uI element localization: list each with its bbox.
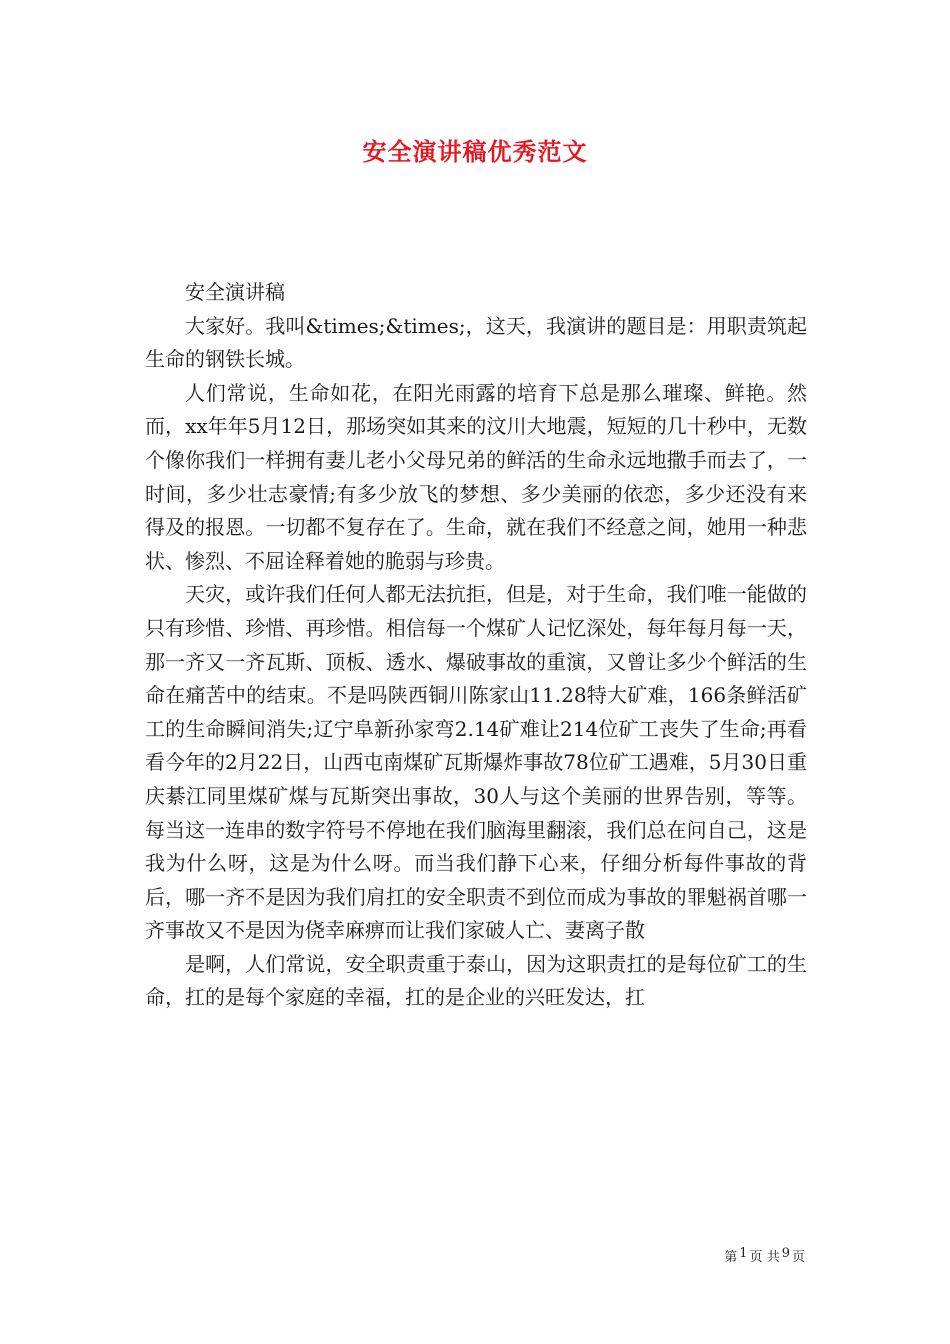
footer-total-pages: 9 [781, 1246, 790, 1261]
paragraph-greeting: 大家好。我叫&times;&times;，这天，我演讲的题目是：用职责筑起生命的钢铁长城。 [145, 313, 807, 372]
paragraph-earthquake: 人们常说，生命如花，在阳光雨露的培育下总是那么璀璨、鲜艳。然而，xx年年5月12日，那场突如其来的汶川大地震，短短的几十秒中，无数个像你我们一样拥有妻儿老小父母兄弟的鲜活的生命永远地撒手而去了，一时间，多少壮志豪情;有多少放飞的梦想、多少美丽的依恋，多少还没有来得及的报恩。一切都不复存在了。生命，就在我们不经意之间，她用一种悲状、惨烈、不屈诠释着她的脆弱与珍贵。 [145, 380, 807, 573]
footer-suffix: 页 [791, 1250, 805, 1265]
paragraph-heading: 安全演讲稿 [185, 280, 285, 304]
footer-current-page: 1 [739, 1246, 748, 1261]
paragraph-responsibility: 是啊，人们常说，安全职责重于泰山，因为这职责扛的是每位矿工的生命，扛的是每个家庭的幸福，扛的是企业的兴旺发达，扛 [145, 951, 807, 1010]
document-body [145, 276, 807, 1015]
document-title: 安全演讲稿优秀范文 [362, 137, 588, 166]
page-footer [724, 1246, 805, 1265]
footer-prefix: 第 [724, 1250, 738, 1265]
paragraph-mine-accidents: 天灾，或许我们任何人都无法抗拒，但是，对于生命，我们唯一能做的只有珍惜、珍惜、再珍惜。相信每一个煤矿人记忆深处，每年每月每一天，那一齐又一齐瓦斯、顶板、透水、爆破事故的重演，又曾让多少个鲜活的生命在痛苦中的结束。不是吗陕西铜川陈家山11.28特大矿难，166条鲜活矿工的生命瞬间消失;辽宁阜新孙家弯2.14矿难让214位矿工丧失了生命;再看看今年的2月22日，山西屯南煤矿瓦斯爆炸事故78位矿工遇难，5月30日重庆綦江同里煤矿煤与瓦斯突出事故，30人与这个美丽的世界告别，等等。每当这一连串的数字符号不停地在我们脑海里翻滚，我们总在问自己，这是我为什么呀，这是为什么呀。而当我们静下心来，仔细分析每件事故的背后，哪一齐不是因为我们肩扛的安全职责不到位而成为事故的罪魁祸首哪一齐事故又不是因为侥幸麻痹而让我们家破人亡、妻离子散 [145, 582, 807, 943]
footer-middle: 页 共 [749, 1250, 780, 1265]
